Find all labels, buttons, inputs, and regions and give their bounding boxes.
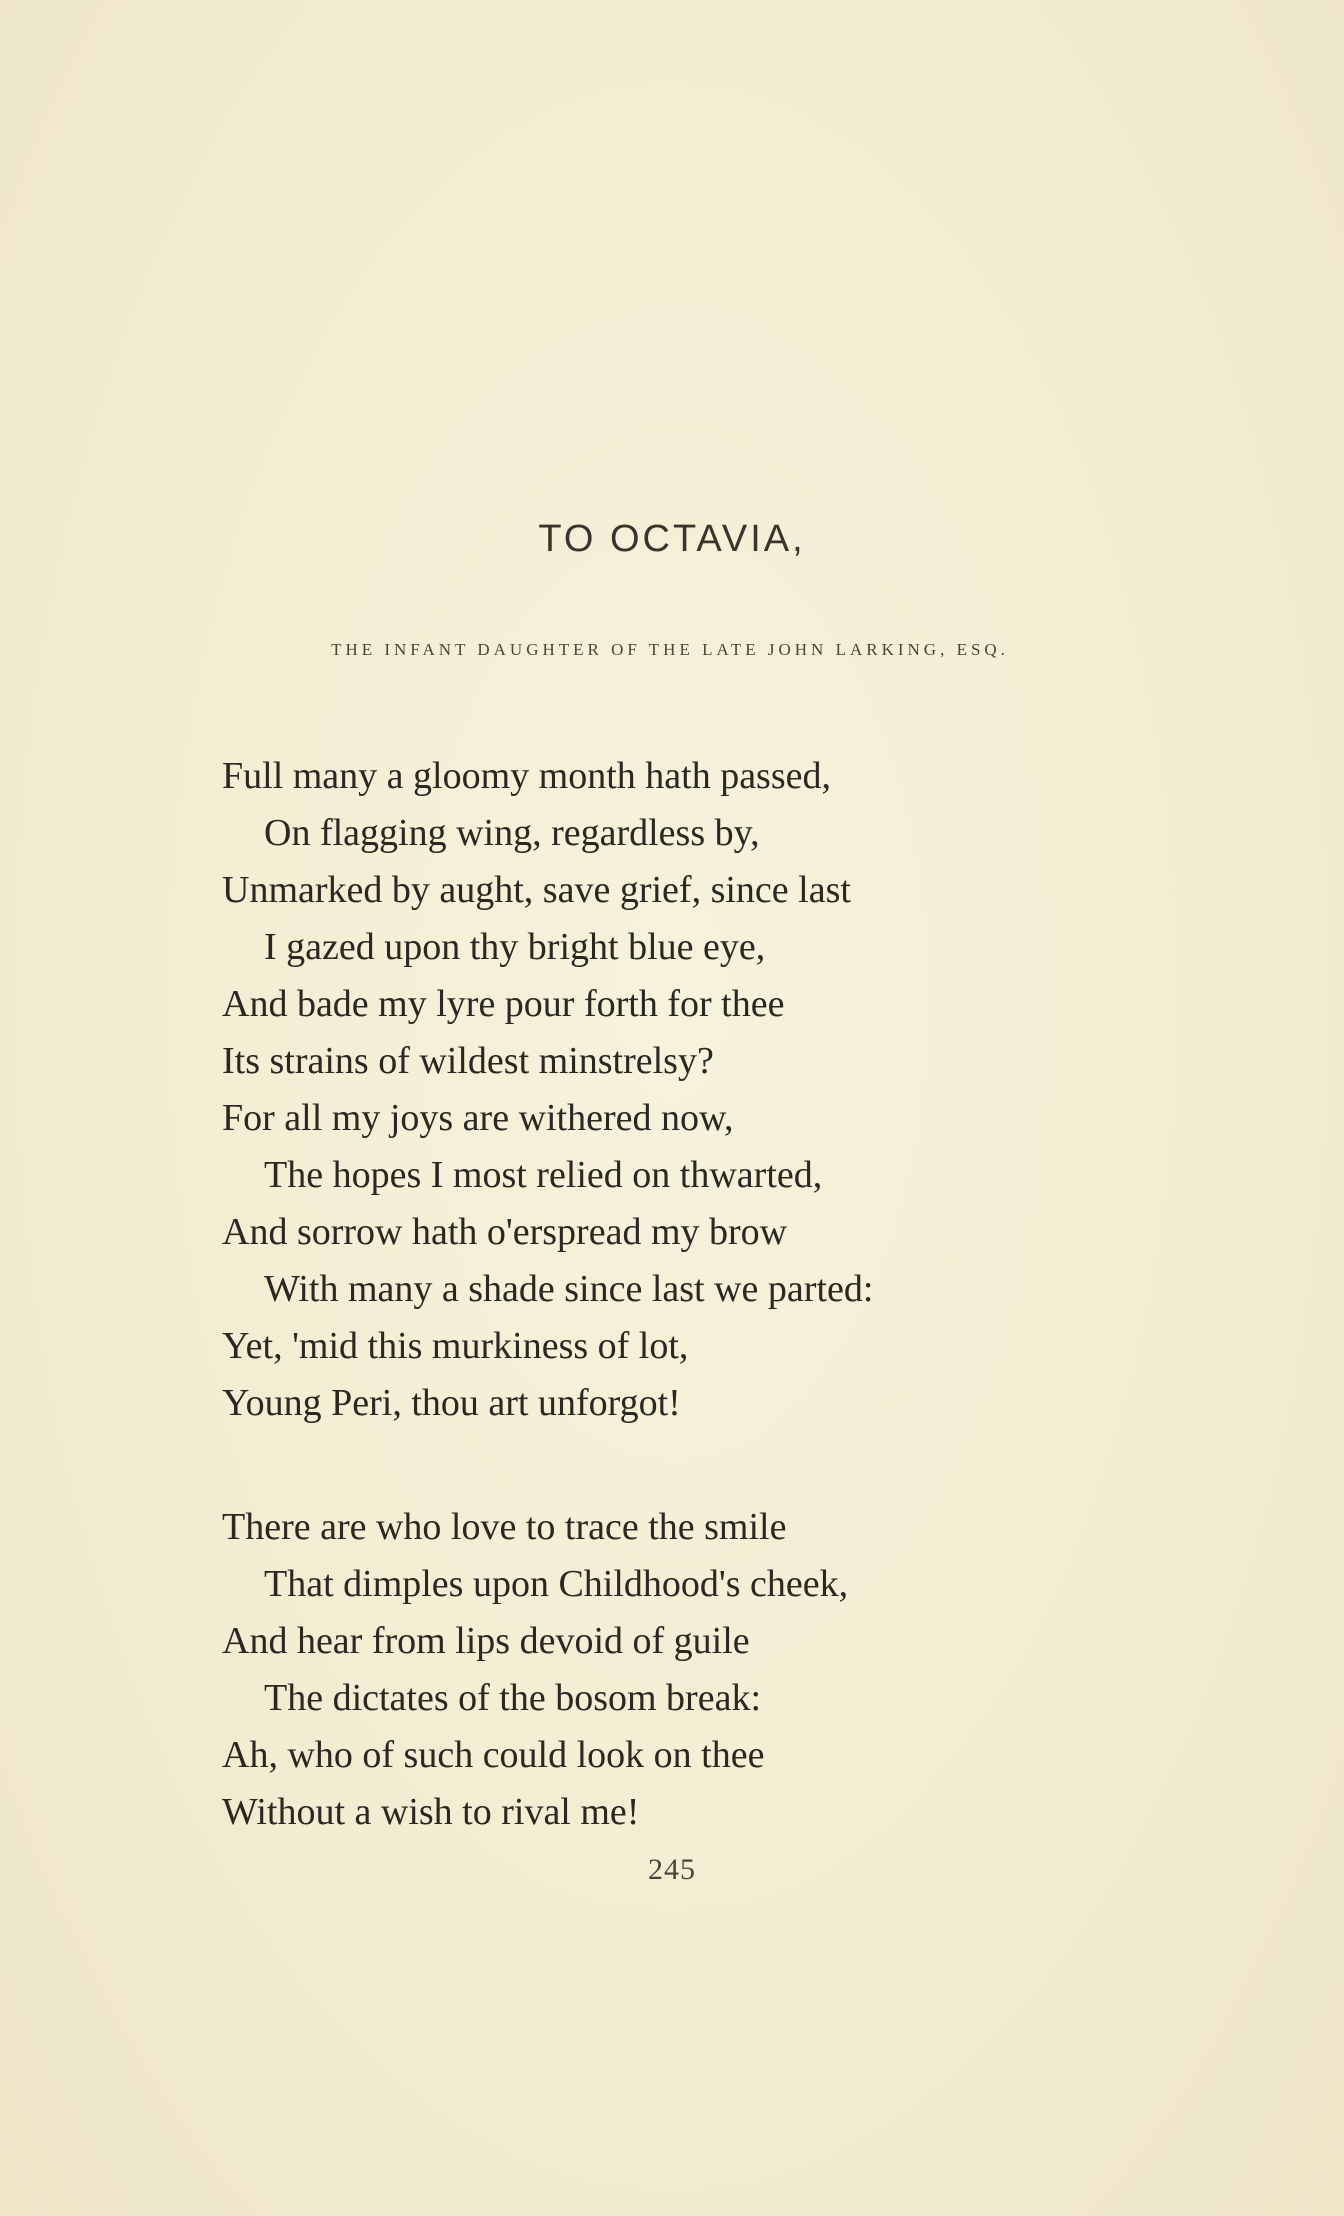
poem-line: The hopes I most relied on thwarted,	[264, 1154, 823, 1196]
poem-subtitle: THE INFANT DAUGHTER OF THE LATE JOHN LARKING, ESQ.	[331, 640, 1009, 659]
poem-line: I gazed upon thy bright blue eye,	[264, 926, 766, 968]
stanza-2	[222, 1499, 1122, 1841]
poem-line: And sorrow hath o'erspread my brow	[222, 1211, 788, 1253]
poem-line: Full many a gloomy month hath passed,	[222, 755, 832, 797]
poem-line: For all my joys are withered now,	[222, 1097, 734, 1139]
poem-line: With many a shade since last we parted:	[264, 1268, 874, 1310]
poem-line: There are who love to trace the smile	[222, 1506, 787, 1548]
poem-line: Unmarked by aught, save grief, since last	[222, 869, 851, 911]
poem-line: And hear from lips devoid of guile	[222, 1620, 750, 1662]
poem-line: Young Peri, thou art unforgot!	[222, 1382, 681, 1424]
poem-line: Its strains of wildest minstrelsy?	[222, 1040, 714, 1082]
poem-line: And bade my lyre pour forth for thee	[222, 983, 785, 1025]
poem-line: On flagging wing, regardless by,	[264, 812, 760, 854]
poem-title: TO OCTAVIA,	[538, 518, 806, 560]
poem-line: That dimples upon Childhood's cheek,	[264, 1563, 849, 1605]
page-number: 245	[648, 1853, 696, 1886]
poem-line: Ah, who of such could look on thee	[222, 1734, 765, 1776]
poem-line: Yet, 'mid this murkiness of lot,	[222, 1325, 689, 1367]
poem-line: Without a wish to rival me!	[222, 1791, 640, 1833]
stanza-1	[222, 748, 1122, 1432]
poem-line: The dictates of the bosom break:	[264, 1677, 762, 1719]
